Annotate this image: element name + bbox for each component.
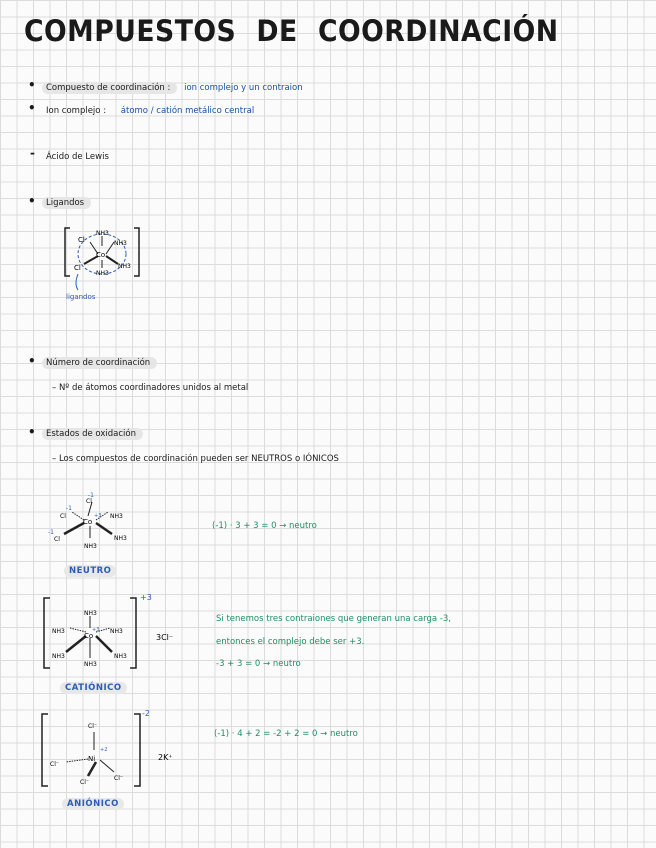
bond: [64, 523, 84, 534]
charge: -1: [66, 505, 72, 512]
atom: Cl: [60, 513, 66, 520]
cationic-explanation-2: entonces el complejo debe ser +3.: [216, 637, 365, 647]
title-word-3: COORDINACIÓN: [317, 14, 559, 48]
title-word-1: COMPUESTOS: [24, 14, 237, 48]
bond: [66, 759, 88, 762]
bond: [66, 636, 86, 652]
atom: Cl: [54, 536, 60, 543]
note-label: Compuesto de coordinación :: [42, 82, 177, 94]
atom: Cl: [74, 264, 81, 272]
anionic-caption: ANIÓNICO: [62, 798, 124, 810]
charge: +3: [94, 513, 102, 519]
bullet: •: [28, 101, 36, 115]
ligandos-label: ligandos: [66, 293, 96, 301]
bracket-charge: +3: [140, 593, 152, 602]
atom: NH3: [96, 230, 109, 237]
bracket-left: [65, 228, 70, 276]
title-word-2: DE: [256, 14, 298, 48]
oxidation-states-statement: – Los compuestos de coordinación pueden ser NEUTROS o IÓNICOS: [52, 454, 339, 464]
bond: [106, 256, 118, 264]
neutral-equation: (-1) · 3 + 3 = 0 → neutro: [212, 521, 317, 531]
note-label: Ligandos: [42, 197, 91, 209]
metal-charge: +3: [92, 627, 100, 633]
bracket-right: [134, 228, 139, 276]
atom-metal: Ni: [88, 755, 96, 763]
counter-ion: 2K⁺: [158, 753, 173, 762]
neutral-complex-diagram: [44, 490, 144, 558]
bond: [96, 636, 112, 652]
atom: NH3: [84, 661, 97, 668]
note-label: Estados de oxidación: [42, 428, 143, 440]
bond: [96, 523, 112, 534]
counter-ion: 3Cl⁻: [156, 633, 174, 642]
atom: NH3: [114, 535, 127, 542]
atom: NH3: [52, 628, 65, 635]
atom: NH3: [114, 653, 127, 660]
note-value: ion complejo y un contraion: [184, 83, 303, 93]
bracket-charge: -2: [142, 709, 150, 718]
bullet: •: [28, 425, 36, 439]
anionic-equation: (-1) · 4 + 2 = -2 + 2 = 0 → neutro: [214, 729, 358, 739]
atom: NH3: [96, 270, 109, 277]
note-value: átomo / catión metálico central: [120, 106, 255, 116]
charge: -1: [88, 492, 94, 499]
bond: [100, 760, 114, 772]
bracket-right: [130, 598, 136, 668]
note-compuesto: [42, 83, 303, 93]
bracket-left: [42, 714, 48, 786]
atom: Cl⁻: [88, 723, 98, 730]
atom: Cl⁻: [114, 775, 124, 782]
bond: [88, 762, 96, 776]
atom: Cl: [86, 498, 92, 505]
atom: NH3: [110, 628, 123, 635]
note-ion-complejo: [46, 106, 254, 116]
bullet: •: [28, 194, 36, 208]
atom: NH3: [52, 653, 65, 660]
bracket-right: [134, 714, 140, 786]
atom: NH3: [84, 543, 97, 550]
atom: NH3: [110, 513, 123, 520]
atom-metal: Co: [84, 632, 94, 640]
cationic-equation: -3 + 3 = 0 → neutro: [216, 659, 301, 669]
note-label: Ion complejo :: [46, 106, 107, 116]
note-ligandos: [42, 198, 91, 208]
atom: Cl⁻: [80, 779, 90, 786]
atom-metal: Co: [96, 251, 106, 259]
bond: [106, 242, 114, 254]
cationic-caption: CATIÓNICO: [60, 682, 127, 694]
page-title: [24, 14, 579, 48]
coordination-number-definition: – Nº de átomos coordinadores unidos al metal: [52, 383, 249, 393]
dash: -: [30, 146, 35, 160]
ligand-diagram: [62, 224, 146, 306]
anionic-complex-diagram: [38, 704, 198, 794]
bullet: •: [28, 354, 36, 368]
metal-charge: +2: [100, 747, 108, 753]
coordination-number-title: [42, 358, 157, 368]
cationic-complex-diagram: [40, 588, 200, 674]
atom-metal: Co: [83, 518, 93, 526]
atom: Cl: [78, 236, 85, 244]
atom: NH3: [114, 240, 127, 247]
note-label: Número de coordinación: [42, 357, 157, 369]
atom: NH3: [118, 263, 131, 270]
atom: Cl⁻: [50, 761, 60, 768]
atom: NH3: [84, 610, 97, 617]
cationic-explanation-1: Si tenemos tres contraiones que generan una carga -3,: [216, 614, 451, 624]
arrow-ligandos: [76, 274, 78, 290]
bullet: •: [28, 78, 36, 92]
oxidation-states-title: [42, 429, 143, 439]
bracket-left: [44, 598, 50, 668]
charge: -1: [48, 529, 54, 536]
neutral-caption: NEUTRO: [64, 565, 116, 577]
note-acido-lewis: Ácido de Lewis: [46, 152, 109, 162]
